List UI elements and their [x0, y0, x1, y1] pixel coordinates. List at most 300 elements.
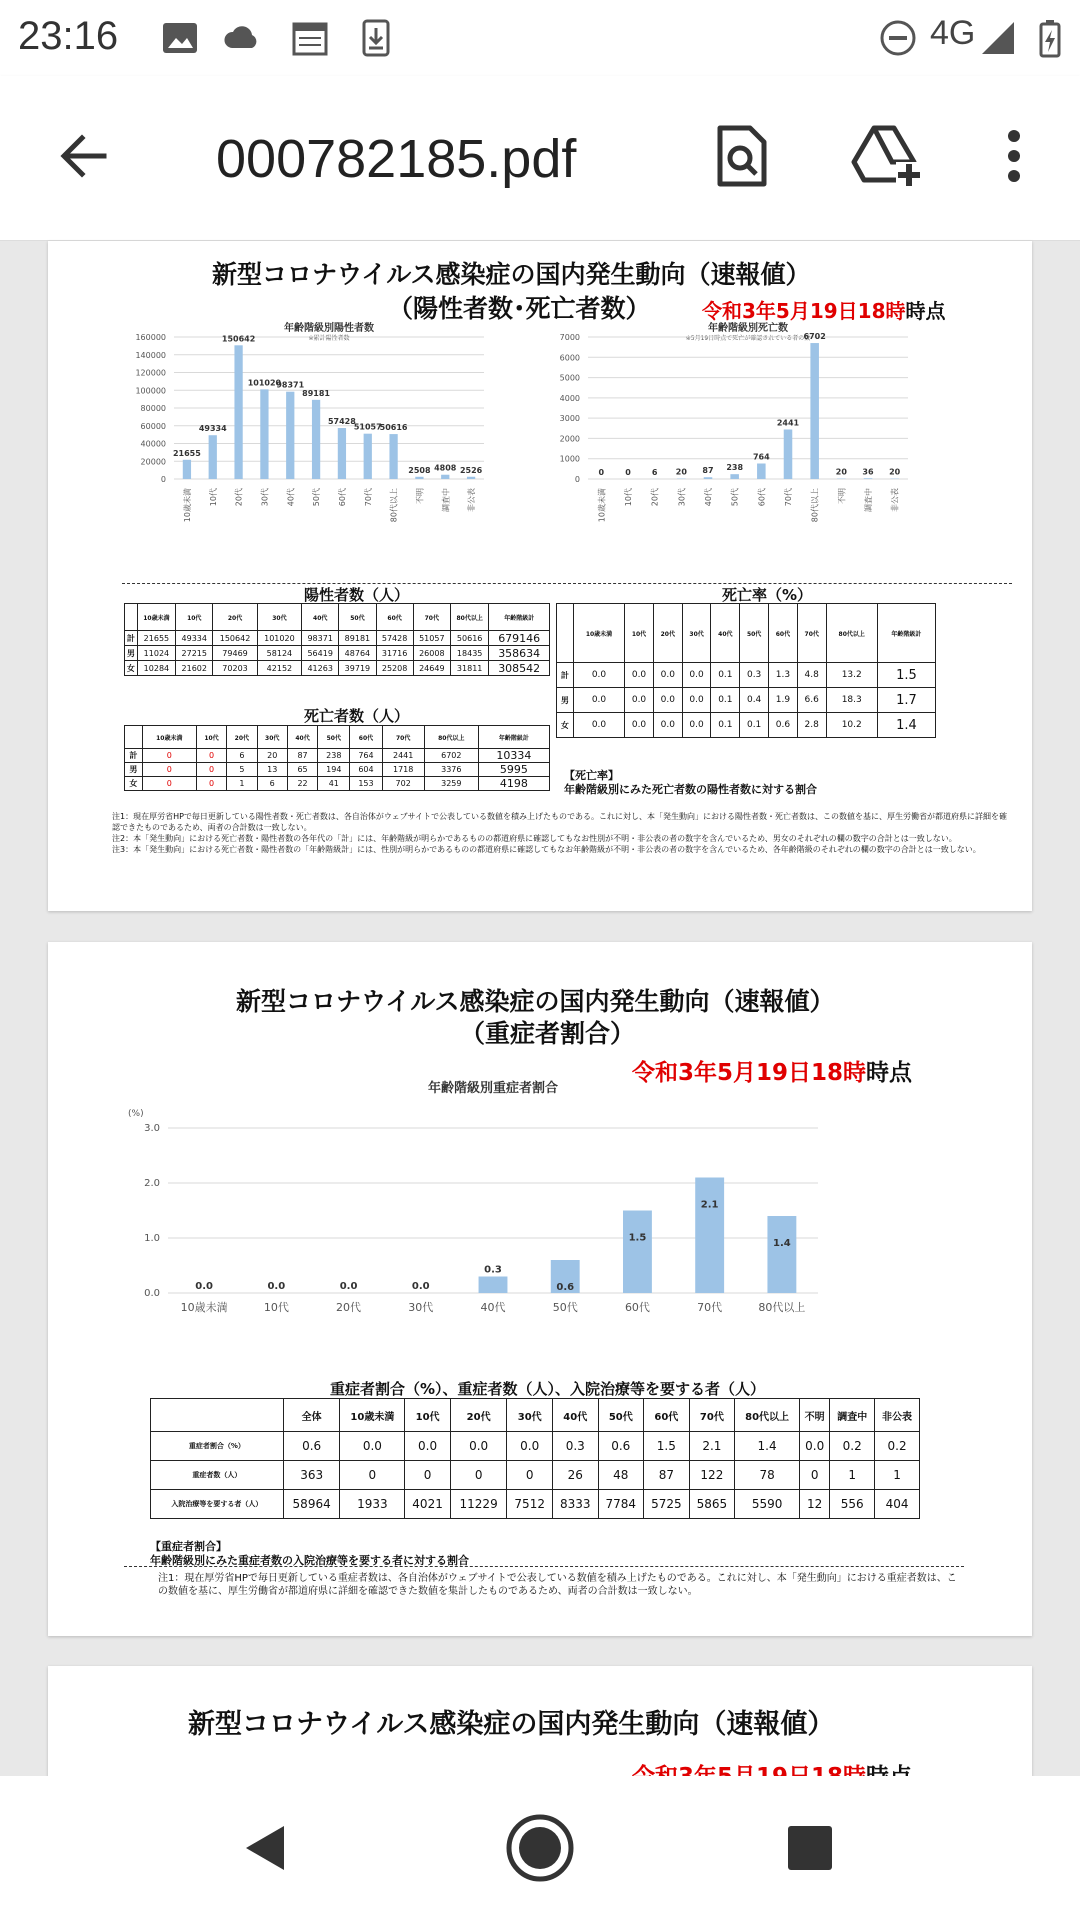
data-label: 0 — [625, 468, 631, 477]
table-header-cell: 60代 — [644, 1399, 690, 1432]
rate-note-title: 【死亡率】 — [564, 769, 619, 782]
table-cell: 1.5 — [644, 1432, 690, 1461]
table-cell: 50616 — [450, 631, 488, 646]
table-row — [125, 777, 550, 791]
table-cell: 0.0 — [682, 663, 711, 688]
table-cell: 3376 — [424, 763, 478, 777]
page2-title-line2: （重症者割合） — [460, 1019, 636, 1048]
chart-title: 年齢階級別陽性者数 — [284, 323, 374, 334]
app-bar — [0, 76, 1080, 241]
bar — [286, 392, 294, 479]
y-tick-label: 7000 — [559, 333, 580, 342]
table-header-cell: 非公表 — [875, 1399, 920, 1432]
table-cell: 入院治療等を要する者（人） — [151, 1490, 284, 1519]
table-header-cell: 10代 — [625, 604, 654, 663]
table-cell: 4198 — [478, 777, 549, 791]
table-cell: 5865 — [689, 1490, 735, 1519]
table-cell: 79469 — [213, 646, 257, 661]
table-cell: 0 — [142, 749, 196, 763]
table-cell: 70203 — [213, 661, 257, 676]
pdf-viewer[interactable] — [0, 241, 1080, 1776]
battery-icon — [1030, 18, 1070, 58]
table-header-cell: 30代 — [257, 726, 287, 749]
y-tick-label: 40000 — [140, 439, 166, 449]
table-cell: 女 — [125, 777, 143, 791]
page2-divider — [124, 1566, 964, 1567]
table-cell: 0.0 — [573, 688, 624, 713]
bar — [695, 1178, 724, 1294]
data-label: 36 — [862, 467, 874, 477]
table-cell: 0.0 — [653, 663, 682, 688]
deaths-table — [124, 725, 550, 791]
nav-back-button[interactable] — [226, 1808, 306, 1888]
x-tick-label: 70代 — [784, 488, 793, 507]
table-header-row — [557, 604, 936, 663]
table-cell: 1718 — [382, 763, 424, 777]
table-header-cell: 10歳未満 — [573, 604, 624, 663]
table-cell: 0.2 — [875, 1432, 920, 1461]
table-cell: 0 — [196, 763, 226, 777]
data-label: 0.0 — [339, 1281, 358, 1292]
cloud-icon — [222, 18, 262, 58]
table-cell: 150642 — [213, 631, 257, 646]
table-cell: 48764 — [339, 646, 376, 661]
page2-table-title: 重症者割合（%）、重症者数（人）、入院治療等を要する者（人） — [330, 1380, 766, 1398]
y-tick-label: 1.0 — [144, 1233, 160, 1244]
table-header-cell: 60代 — [350, 726, 382, 749]
x-tick-label: 20代 — [336, 1301, 362, 1314]
table-cell: 7512 — [507, 1490, 553, 1519]
table-cell: 男 — [125, 646, 138, 661]
table-cell: 計 — [557, 663, 574, 688]
table-header-cell: 10代 — [196, 726, 226, 749]
x-tick-label: 非公表 — [890, 488, 900, 512]
table-cell: 1.9 — [769, 688, 798, 713]
table-cell: 122 — [689, 1461, 735, 1490]
bar — [260, 389, 268, 479]
table-cell: 702 — [382, 777, 424, 791]
data-label: 150642 — [221, 334, 256, 344]
bar — [730, 474, 739, 479]
table-cell: 0.0 — [653, 688, 682, 713]
bar — [479, 1277, 508, 1294]
x-tick-label: 70代 — [363, 488, 373, 507]
table-cell: 308542 — [489, 661, 550, 676]
table-cell: 24649 — [413, 661, 450, 676]
table-cell: 0.3 — [552, 1432, 598, 1461]
arrow-left-icon — [56, 128, 112, 184]
page2-timestamp-date: 令和3年5月19日18時 — [632, 1060, 867, 1086]
page2-title-line1: 新型コロナウイルス感染症の国内発生動向（速報値） — [236, 987, 835, 1016]
table-header-cell: 60代 — [769, 604, 798, 663]
table-cell: 0.6 — [769, 713, 798, 738]
bar — [623, 1211, 652, 1294]
table-cell: 556 — [830, 1490, 875, 1519]
table-cell: 7784 — [598, 1490, 644, 1519]
table-cell: 679146 — [489, 631, 550, 646]
x-tick-label: 30代 — [260, 488, 270, 507]
table-cell: 0.4 — [740, 688, 769, 713]
data-label: 89181 — [302, 388, 331, 398]
table-cell: 39719 — [339, 661, 376, 676]
y-tick-label: 0 — [160, 475, 166, 484]
x-tick-label: 非公表 — [467, 488, 477, 512]
positive-table-title: 陽性者数（人） — [304, 586, 410, 604]
table-cell: 男 — [557, 688, 574, 713]
data-label: 0.6 — [556, 1282, 575, 1293]
table-cell: 11229 — [450, 1490, 507, 1519]
table-cell: 56419 — [302, 646, 339, 661]
table-header-cell: 10歳未満 — [340, 1399, 405, 1432]
data-label: 0 — [598, 468, 605, 477]
y-tick-label: 5000 — [559, 373, 580, 383]
table-header-cell — [125, 604, 138, 631]
table-header-cell: 70代 — [413, 604, 450, 631]
table-header-cell: 30代 — [682, 604, 711, 663]
table-cell: 0.0 — [800, 1432, 830, 1461]
x-tick-label: 10歳未満 — [180, 1301, 228, 1314]
y-tick-label: 2.0 — [144, 1178, 160, 1189]
x-tick-label: 40代 — [480, 1301, 506, 1314]
section-divider — [122, 583, 1012, 584]
table-cell: 1.4 — [735, 1432, 800, 1461]
table-cell: 6702 — [424, 749, 478, 763]
y-tick-label: 3000 — [559, 414, 580, 424]
page1-timestamp-suffix: 時点 — [905, 299, 946, 323]
status-time: 23:16 — [18, 14, 119, 58]
table-cell: 0.0 — [340, 1432, 405, 1461]
table-cell: 31811 — [450, 661, 488, 676]
x-tick-label: 20代 — [650, 488, 660, 507]
y-axis-label: (%) — [128, 1109, 144, 1119]
x-tick-label: 60代 — [624, 1301, 650, 1314]
signal-icon — [978, 18, 1018, 58]
data-label: 2526 — [459, 465, 483, 475]
table-cell: 18435 — [450, 646, 488, 661]
nav-home-button[interactable] — [500, 1808, 580, 1888]
table-cell: 48 — [598, 1461, 644, 1490]
table-header-cell: 80代以上 — [826, 604, 877, 663]
table-header-cell: 40代 — [552, 1399, 598, 1432]
table-cell: 0.0 — [450, 1432, 507, 1461]
table-cell: 87 — [644, 1461, 690, 1490]
y-tick-label: 160000 — [135, 333, 166, 342]
bar — [415, 477, 423, 479]
data-label: 2441 — [776, 418, 800, 428]
bar — [784, 429, 793, 479]
table-row — [125, 749, 550, 763]
table-cell: 0.0 — [405, 1432, 451, 1461]
table-cell: 1.5 — [877, 663, 935, 688]
data-label: 1.5 — [628, 1232, 647, 1244]
do-not-disturb-icon — [878, 18, 918, 58]
table-cell: 3259 — [424, 777, 478, 791]
x-tick-label: 10代 — [263, 1301, 289, 1314]
y-tick-label: 60000 — [140, 421, 166, 431]
table-cell: 2.1 — [689, 1432, 735, 1461]
y-tick-label: 140000 — [135, 350, 166, 360]
table-cell: 27215 — [176, 646, 213, 661]
drive-add-icon — [852, 124, 924, 188]
table-cell: 0.0 — [573, 663, 624, 688]
table-cell: 6 — [257, 777, 287, 791]
table-cell: 12 — [800, 1490, 830, 1519]
table-cell: 11024 — [137, 646, 175, 661]
table-cell: 0 — [196, 777, 226, 791]
x-tick-label: 不明 — [837, 488, 847, 504]
table-cell: 0.0 — [625, 713, 654, 738]
table-cell: 13 — [257, 763, 287, 777]
more-options-button[interactable] — [974, 116, 1054, 196]
table-cell: 1.7 — [877, 688, 935, 713]
data-label: 0.0 — [411, 1281, 430, 1292]
back-button[interactable] — [44, 116, 124, 196]
table-cell: 101020 — [257, 631, 301, 646]
table-cell: 女 — [125, 661, 138, 676]
data-label: 0.0 — [195, 1281, 213, 1292]
table-cell: 0 — [340, 1461, 405, 1490]
x-tick-label: 50代 — [312, 488, 322, 507]
x-tick-label: 80代以上 — [810, 488, 820, 523]
table-cell: 42152 — [257, 661, 301, 676]
x-tick-label: 20代 — [234, 488, 244, 507]
bar — [757, 464, 766, 479]
table-header-cell: 全体 — [283, 1399, 340, 1432]
page1-title-line1: 新型コロナウイルス感染症の国内発生動向（速報値） — [212, 260, 811, 289]
table-cell: 0.0 — [653, 713, 682, 738]
table-cell: 0 — [142, 777, 196, 791]
table-cell: 重症者数（人） — [151, 1461, 284, 1490]
page2-note: 注1：現在厚労省HPで毎日更新している重症者数は、各自治体がウェブサイトで公表している数値を積み上げたものである。これに対し、本「発生動向」における重症者数は、この数値を基に、厚生労働省が都道府県に詳細を確認できた数値を集計したものであるため、両者の合計数は一致しない。 — [158, 1573, 957, 1597]
bar — [441, 475, 449, 479]
table-cell: 1.3 — [769, 663, 798, 688]
table-cell: 58964 — [283, 1490, 340, 1519]
table-header-row — [125, 726, 550, 749]
x-tick-label: 10代 — [208, 488, 218, 507]
bar — [338, 428, 346, 479]
table-cell: 1 — [227, 777, 257, 791]
table-cell: 21655 — [137, 631, 175, 646]
data-label: 0.3 — [484, 1264, 502, 1276]
table-header-cell: 年齢階級計 — [489, 604, 550, 631]
table-header-cell: 10歳未満 — [142, 726, 196, 749]
x-tick-label: 60代 — [337, 488, 347, 507]
table-cell: 2441 — [382, 749, 424, 763]
table-cell: 1.4 — [877, 713, 935, 738]
bar — [467, 477, 475, 479]
x-tick-label: 30代 — [677, 488, 687, 507]
table-header-cell — [151, 1399, 284, 1432]
data-label: 87 — [702, 466, 714, 476]
data-label: 4808 — [434, 463, 457, 473]
table-header-cell: 30代 — [257, 604, 301, 631]
search-in-document-button[interactable] — [702, 116, 782, 196]
table-cell: 重症者割合（%） — [151, 1432, 284, 1461]
data-label: 6702 — [803, 332, 826, 342]
death-rate-table — [556, 603, 936, 738]
table-header-cell: 20代 — [227, 726, 257, 749]
bar — [810, 343, 819, 479]
table-header-cell: 20代 — [653, 604, 682, 663]
table-cell: 5590 — [735, 1490, 800, 1519]
x-tick-label: 60代 — [757, 488, 767, 507]
nav-recents-button[interactable] — [770, 1808, 850, 1888]
table-row — [557, 663, 936, 688]
table-header-cell — [557, 604, 574, 663]
table-cell: 0.3 — [740, 663, 769, 688]
table-cell: 31716 — [376, 646, 413, 661]
table-header-cell: 20代 — [213, 604, 257, 631]
x-tick-label: 80代以上 — [758, 1301, 806, 1314]
more-vert-icon — [1004, 128, 1024, 184]
table-cell: 57428 — [376, 631, 413, 646]
table-cell: 男 — [125, 763, 143, 777]
table-cell: 0.0 — [682, 713, 711, 738]
x-tick-label: 80代以上 — [389, 488, 399, 523]
table-cell: 10.2 — [826, 713, 877, 738]
y-tick-label: 0.0 — [144, 1288, 160, 1299]
table-cell: 26008 — [413, 646, 450, 661]
table-cell: 6.6 — [797, 688, 826, 713]
table-cell: 41 — [318, 777, 350, 791]
table-row — [125, 631, 550, 646]
table-cell: 65 — [287, 763, 317, 777]
table-cell: 4021 — [405, 1490, 451, 1519]
table-row — [125, 646, 550, 661]
home-circle-icon — [504, 1812, 576, 1884]
table-header-cell: 70代 — [689, 1399, 735, 1432]
calendar-icon — [290, 18, 330, 58]
table-cell: 78 — [735, 1461, 800, 1490]
bar — [183, 460, 191, 479]
status-bar — [0, 0, 1080, 76]
severe-ratio-chart — [108, 1082, 998, 1372]
page2-timestamp-suffix: 時点 — [866, 1060, 913, 1086]
table-header-cell — [125, 726, 143, 749]
table-cell: 女 — [557, 713, 574, 738]
data-label: 0.0 — [267, 1281, 286, 1292]
y-tick-label: 3.0 — [144, 1123, 160, 1134]
table-cell: 98371 — [302, 631, 339, 646]
table-row — [151, 1432, 920, 1461]
table-cell: 153 — [350, 777, 382, 791]
rate-note-text: 年齢階級別にみた死亡者数の陽性者数に対する割合 — [564, 783, 817, 796]
y-tick-label: 100000 — [135, 386, 166, 396]
table-cell: 1933 — [340, 1490, 405, 1519]
data-label: 6 — [651, 467, 658, 477]
data-label: 238 — [726, 463, 744, 473]
table-header-cell: 50代 — [318, 726, 350, 749]
table-cell: 5725 — [644, 1490, 690, 1519]
table-cell: 10334 — [478, 749, 549, 763]
table-cell: 0.1 — [711, 688, 740, 713]
table-cell: 22 — [287, 777, 317, 791]
table-header-cell: 50代 — [339, 604, 376, 631]
square-recents-icon — [786, 1824, 834, 1872]
table-cell: 21602 — [176, 661, 213, 676]
table-cell: 0.0 — [507, 1432, 553, 1461]
note-3: 注3：本「発生動向」における死亡者数・陽性者数の「年齢階級計」には、性別が明らかであるものの都道府県に確認してもなお年齢階級が不明・非公表の者の数字を含んでいるため、各年齢階級のそれぞれの欄の数字の合計とは一致しない。 — [112, 845, 981, 854]
network-type: 4G — [930, 14, 976, 52]
table-cell: 2.8 — [797, 713, 826, 738]
severe-def-text: 年齢階級別にみた重症者数の入院治療等を要する者に対する割合 — [150, 1554, 469, 1567]
table-header-cell: 70代 — [797, 604, 826, 663]
table-cell: 0 — [405, 1461, 451, 1490]
bar — [864, 478, 873, 479]
table-cell: 1 — [875, 1461, 920, 1490]
add-to-drive-button[interactable] — [848, 116, 928, 196]
table-cell: 0.0 — [625, 663, 654, 688]
data-label: 51057 — [353, 422, 382, 432]
table-header-cell: 40代 — [302, 604, 339, 631]
table-header-cell: 60代 — [376, 604, 413, 631]
table-cell: 87 — [287, 749, 317, 763]
table-header-row — [125, 604, 550, 631]
x-tick-label: 調査中 — [441, 488, 451, 512]
x-tick-label: 調査中 — [864, 488, 873, 512]
find-in-page-icon — [712, 124, 772, 188]
table-cell: 10284 — [137, 661, 175, 676]
table-header-cell: 40代 — [287, 726, 317, 749]
data-label: 20 — [835, 467, 847, 477]
table-cell: 358634 — [489, 646, 550, 661]
x-tick-label: 70代 — [697, 1301, 723, 1314]
note-2: 注2：本「発生動向」における死亡者数・陽性者数の各年代の「計」には、年齢階級が明らかであるものの都道府県に確認してもなお性別が不明・非公表の者の数字を含んでいるため、男女のそれぞれの欄の数字の合計とは一致しない。 — [112, 834, 957, 843]
chart-subtitle: ※累計陽性者数 — [308, 335, 350, 342]
y-tick-label: 4000 — [559, 393, 580, 403]
bar — [312, 400, 320, 479]
chart-title: 年齢階級別死亡数 — [708, 323, 788, 334]
data-label: 2.1 — [700, 1199, 719, 1211]
page1-timestamp — [702, 295, 946, 324]
download-icon — [356, 18, 396, 58]
bar — [704, 477, 713, 479]
data-label: 101020 — [247, 378, 282, 388]
y-tick-label: 1000 — [559, 454, 580, 464]
page1-notes — [112, 811, 1012, 855]
y-tick-label: 6000 — [559, 353, 580, 363]
table-cell: 89181 — [339, 631, 376, 646]
x-tick-label: 不明 — [415, 488, 425, 504]
table-cell: 41263 — [302, 661, 339, 676]
bar — [234, 345, 242, 479]
y-tick-label: 0 — [574, 475, 580, 484]
y-tick-label: 80000 — [140, 404, 166, 413]
table-cell: 18.3 — [826, 688, 877, 713]
x-tick-label: 10代 — [624, 488, 633, 507]
table-cell: 238 — [318, 749, 350, 763]
x-tick-label: 10歳未満 — [597, 488, 607, 523]
table-header-cell: 80代以上 — [424, 726, 478, 749]
chart-subtitle: ※5月19日時点で死亡が確認されている者の数 — [685, 335, 811, 342]
table-row — [125, 661, 550, 676]
table-cell: 0.6 — [598, 1432, 644, 1461]
table-header-cell: 40代 — [711, 604, 740, 663]
table-cell: 26 — [552, 1461, 598, 1490]
data-label: 57428 — [327, 417, 356, 427]
page1-title-line2: （陽性者数･死亡者数） — [388, 294, 651, 323]
table-header-row — [151, 1399, 920, 1432]
table-cell: 0.0 — [573, 713, 624, 738]
table-cell: 25208 — [376, 661, 413, 676]
table-cell: 13.2 — [826, 663, 877, 688]
table-header-cell: 10歳未満 — [137, 604, 175, 631]
table-header-cell: 80代以上 — [450, 604, 488, 631]
table-cell: 404 — [875, 1490, 920, 1519]
table-cell: 4.8 — [797, 663, 826, 688]
severe-cases-table — [150, 1398, 920, 1519]
triangle-back-icon — [240, 1822, 292, 1874]
